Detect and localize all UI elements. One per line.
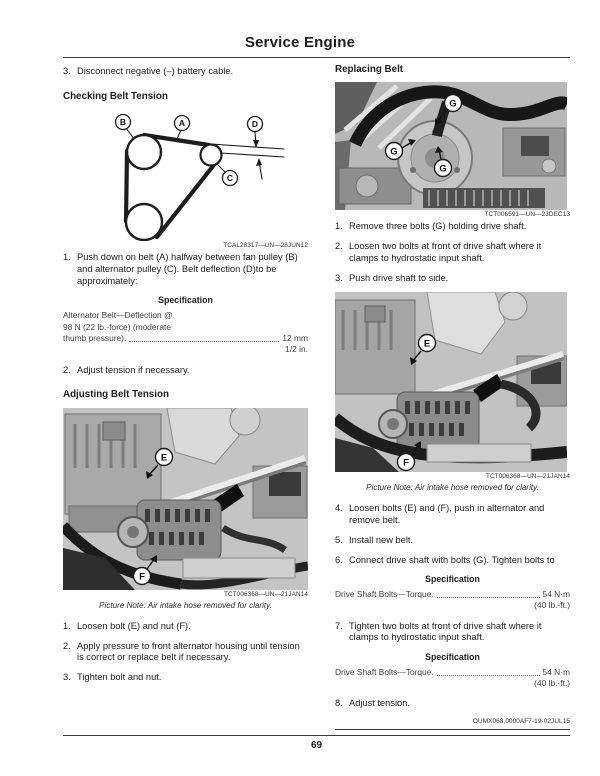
step-loosen-bolt-nut: [63, 621, 308, 633]
picture-note: Picture Note: Air intake hose removed for clarity.: [366, 483, 539, 493]
step-tighten-two-bolts: [335, 621, 570, 644]
step-text: Adjust tension if necessary.: [77, 364, 190, 375]
spec-drive-shaft-bolts-2: [335, 652, 570, 688]
step-text: Tighten two bolts at front of drive shaft where it clamps to hydrostatic input shaft.: [349, 620, 542, 643]
label-f: F: [139, 571, 145, 583]
figure-caption: TCAL28317—UN—28JUN12: [223, 242, 308, 250]
label-g: G: [439, 163, 447, 175]
spec-value-alt: (40 lb.-ft.): [534, 599, 570, 610]
spec-heading: Specification: [425, 651, 480, 662]
step-text: Loosen two bolts at front of drive shaft where it clamps to hydrostatic input shaft.: [349, 241, 542, 263]
engine-photo-illustration: [335, 292, 567, 472]
callout-c: [223, 171, 238, 186]
step-text: Push drive shaft to side.: [349, 272, 449, 283]
section-end-rule: [335, 729, 570, 730]
callout-d: [248, 117, 263, 132]
spec-label: Drive Shaft Bolts—Torque.: [335, 589, 434, 600]
spec-line: 98 N (22 lb.-force) (moderate: [63, 321, 171, 332]
picture-note: Picture Note: Air intake hose removed for clarity.: [99, 600, 272, 610]
spec-value: 12 mm: [282, 333, 308, 344]
step-text: Tighten bolt and nut.: [77, 672, 162, 683]
drive-shaft-photo: [335, 82, 570, 210]
belt-deflection-diagram: [63, 109, 308, 241]
callout-a: [175, 116, 190, 131]
label-g: G: [449, 98, 457, 110]
dotted-leader: [437, 675, 540, 676]
step-loosen-two-bolts: [335, 241, 570, 264]
step-number: 2.: [63, 364, 71, 375]
step-number: 4.: [335, 503, 343, 514]
spec-drive-shaft-bolts-1: [335, 574, 570, 610]
step-text: Install new belt.: [349, 534, 414, 545]
alternator-photo-tall: [335, 292, 570, 472]
deflection-arrowheads: [253, 140, 262, 166]
spec-label: thumb pressure).: [63, 333, 127, 344]
spec-row: [335, 667, 570, 678]
right-column: [335, 62, 570, 730]
step-tighten-bolt-nut: [63, 672, 308, 684]
spec-label: Drive Shaft Bolts—Torque.: [335, 667, 434, 677]
step-adjust-tension-final: [335, 698, 570, 710]
figure-caption: TCT006368—UN—21JAN14: [223, 590, 308, 598]
spec-value: 54 N·m: [542, 667, 570, 677]
page-title: Service Engine: [244, 34, 356, 51]
step-number: 3.: [335, 272, 343, 283]
page-number: 69: [310, 740, 323, 751]
step-number: 5.: [335, 534, 343, 545]
step-adjust-tension: [63, 365, 308, 377]
step-text: Apply pressure to front alternator housing until tension is correct or replace belt if necessary.: [77, 640, 300, 663]
label-g: G: [390, 146, 398, 158]
step-connect-drive-shaft: [335, 555, 570, 567]
label-e: E: [423, 338, 431, 350]
step-disconnect-battery: [63, 66, 308, 78]
spec-alternator-belt: [63, 295, 308, 354]
engine-photo-illustration: [63, 408, 308, 590]
step-number: 6.: [335, 554, 343, 565]
step-text: Remove three bolts (G) holding drive shaft.: [349, 221, 527, 232]
spec-value-alt: 1/2 in.: [285, 344, 308, 355]
section-heading-replacing-belt: Replacing Belt: [335, 64, 404, 75]
step-text: Disconnect negative (–) battery cable.: [77, 66, 234, 76]
figure-caption: TCT006591—UN—23DEC13: [484, 211, 570, 219]
spec-row: [63, 333, 308, 344]
step-text: Push down on belt (A) halfway between fan pulley (B) and alternator pulley (C). Belt deflection (D)to be approximately:: [77, 252, 298, 286]
spec-value-alt: (40 lb.-ft.): [534, 677, 570, 688]
label-b: B: [119, 117, 127, 128]
spec-heading: Specification: [158, 295, 213, 306]
alternator-photo: [63, 408, 308, 590]
step-number: 1.: [63, 252, 71, 263]
title-rule: [63, 57, 570, 58]
spec-line: Alternator Belt—Deflection @: [63, 310, 173, 321]
spec-heading: Specification: [425, 574, 480, 585]
step-number: 1.: [335, 221, 343, 232]
section-heading-adjusting-belt-tension: Adjusting Belt Tension: [63, 389, 169, 401]
step-number: 7.: [335, 620, 343, 631]
label-a: A: [178, 118, 186, 129]
step-number: 3.: [63, 672, 71, 683]
step-number: 3.: [63, 66, 71, 76]
pulley-diagram-illustration: [63, 109, 308, 241]
label-d: D: [251, 119, 259, 130]
step-install-new-belt: [335, 535, 570, 547]
doc-code: OUMX068,0000AF7-19-02JUL15: [472, 717, 570, 725]
left-column: [63, 66, 308, 692]
step-loosen-bolts-ef: [335, 503, 570, 526]
step-number: 8.: [335, 698, 343, 709]
step-text: Loosen bolt (E) and nut (F).: [77, 620, 191, 631]
step-remove-three-bolts: [335, 221, 570, 233]
engine-photo-illustration: [335, 82, 567, 210]
footer-rule: [63, 735, 570, 736]
step-text: Adjust tension.: [349, 698, 410, 709]
pulleys: [126, 135, 222, 240]
spec-row: [335, 589, 570, 600]
dotted-leader: [437, 597, 540, 598]
step-text: Connect drive shaft with bolts (G). Tighten bolts to: [349, 554, 555, 565]
dotted-leader: [129, 341, 279, 342]
step-number: 1.: [63, 620, 71, 631]
spec-value: 54 N·m: [542, 589, 570, 600]
figure-caption: TCT006368—UN—21JAN14: [485, 473, 570, 481]
callout-b: [116, 115, 131, 130]
section-heading-checking-belt-tension: Checking Belt Tension: [63, 90, 168, 102]
label-e: E: [160, 452, 168, 464]
step-push-down-belt: [63, 252, 308, 287]
step-number: 2.: [63, 640, 71, 651]
label-f: F: [403, 457, 409, 469]
step-apply-pressure: [63, 641, 308, 664]
step-text: Loosen bolts (E) and (F), push in alternator and remove belt.: [349, 503, 545, 526]
label-c: C: [226, 173, 234, 184]
step-number: 2.: [335, 241, 343, 252]
step-push-drive-shaft: [335, 273, 570, 285]
